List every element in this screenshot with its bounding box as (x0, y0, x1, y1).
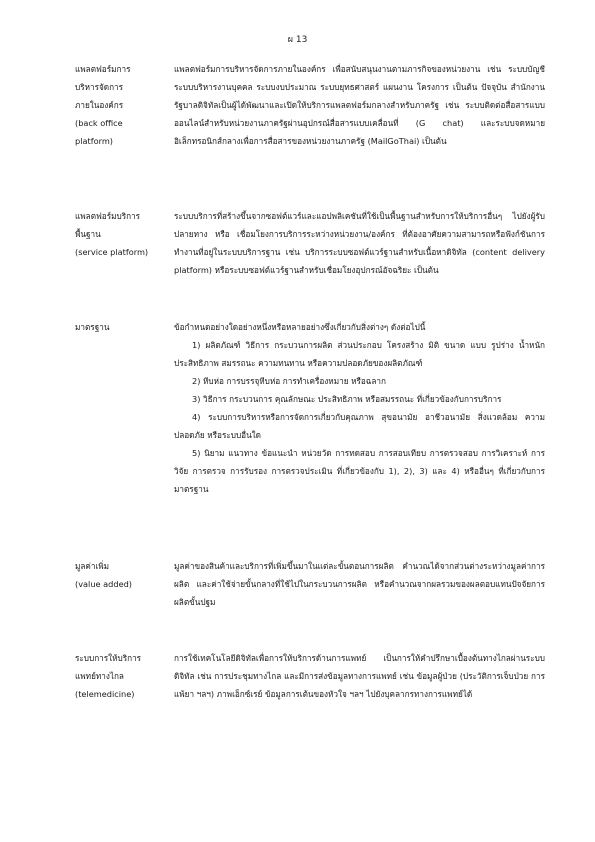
glossary-definition (174, 318, 545, 498)
definition-item-4: 4) ระบบการบริหารหรือการจัดการเกี่ยวกับคุณภาพ สุขอนามัย อาชีวอนามัย สิ่งแวดล้อม ความปลอดภัย หรือระบบอื่นใด (174, 412, 545, 440)
glossary-term: มูลค่าเพิ่ม (value added) (75, 561, 133, 589)
glossary-definition (174, 649, 545, 703)
definition-paragraph: แพลตฟอร์มการบริหารจัดการภายในองค์กร เพื่อสนับสนุนงานตามภารกิจของหน่วยงาน เช่น ระบบบัญชี ระบบบริหารงานบุคคล ระบบงบประมาณ ระบบยุทธศาสตร์ แผนงาน โครงการ เป็นต้น ปัจจุบัน สำนักงานรัฐบาลดิจิทัลเป็นผู้ได้พัฒนาและเปิดให้บริการแพลตฟอร์มกลางสำหรับภาครัฐ เช่น ระบบติดต่อสื่อสารแบบออนไลน์สำหรับหน่วยงานภาครัฐผ่านอุปกรณ์สื่อสารแบบเคลื่อนที่ (G chat) และระบบจดหมายอิเล็กทรอนิกส์กลางเพื่อการสื่อสารของหน่วยงานภาครัฐ (MailGoThai) เป็นต้น (174, 64, 545, 146)
page-number: ผ 13 (287, 35, 308, 45)
glossary-term: แพลตฟอร์มการ บริหารจัดการ ภายในองค์กร (back office platform) (75, 64, 131, 146)
definition-item-3: 3) วิธีการ กระบวนการ คุณลักษณะ ประสิทธิภาพ หรือสมรรถนะ ที่เกี่ยวข้องกับการบริการ (192, 394, 502, 404)
glossary-term: ระบบการให้บริการ แพทย์ทางไกล (telemedicine) (75, 653, 142, 699)
definition-paragraph: การใช้เทคโนโลยีดิจิทัลเพื่อการให้บริการด้านการแพทย์ เป็นการให้คำปรึกษาเบื้องต้นทางไกลผ่านระบบดิจิทัล เช่น การประชุมทางไกล และมีการส่งข้อมูลทางการแพทย์ เช่น ข้อมูลผู้ป่วย (ประวัติการเจ็บป่วย การแพ้ยา ฯลฯ) ภาพเอ็กซ์เรย์ ข้อมูลการเต้นของหัวใจ ฯลฯ ไปยังบุคลากรทางการแพทย์ได้ (174, 653, 545, 699)
definition-item-2: 2) หีบห่อ การบรรจุหีบห่อ การทำเครื่องหมาย หรือฉลาก (192, 376, 386, 386)
definition-item-1: 1) ผลิตภัณฑ์ วิธีการ กระบวนการผลิต ส่วนประกอบ โครงสร้าง มิติ ขนาด แบบ รูปร่าง น้ำหนัก ประสิทธิภาพ สมรรถนะ ความทนทาน หรือความปลอดภัยของผลิตภัณฑ์ (174, 340, 545, 368)
glossary-definition (174, 207, 545, 279)
glossary-term: มาตรฐาน (75, 322, 110, 332)
definition-paragraph: ข้อกำหนดอย่างใดอย่างหนึ่งหรือหลายอย่างซึ่งเกี่ยวกับสิ่งต่างๆ ดังต่อไปนี้ (174, 322, 426, 332)
glossary-definition (174, 557, 545, 611)
definition-paragraph: มูลค่าของสินค้าและบริการที่เพิ่มขึ้นมาในแต่ละขั้นตอนการผลิต คำนวณได้จากส่วนต่างระหว่างมูลค่าการผลิต และค่าใช้จ่ายขั้นกลางที่ใช้ไปในกระบวนการผลิต หรือคำนวณจากผลรวมของผลตอบแทนปัจจัยการผลิตขั้นปฐม (174, 561, 545, 607)
definition-paragraph: ระบบบริการที่สร้างขึ้นจากซอฟต์แวร์และแอปพลิเคชันที่ใช้เป็นพื้นฐานสำหรับการให้บริการอื่นๆ ไปยังผู้รับปลายทาง หรือ เชื่อมโยงการบริการระหว่างหน่วยงาน/องค์กร ที่ต้องอาศัยความสามารถหรือฟังก์ชันการทำงานที่อยู่ในระบบบริการฐาน เช่น บริการระบบซอฟต์แวร์ฐานสำหรับเนื้อหาดิจิทัล (content delivery platform) หรือระบบซอฟต์แวร์ฐานสำหรับเชื่อมโยงอุปกรณ์อัจฉริยะ เป็นต้น (174, 211, 545, 275)
glossary-term: แพลตฟอร์มบริการ พื้นฐาน (service platform) (75, 211, 149, 257)
definition-item-5: 5) นิยาม แนวทาง ข้อแนะนำ หน่วยวัด การทดสอบ การสอบเทียบ การตรวจสอบ การวิเคราะห์ การวิจัย การตรวจ การรับรอง การตรวจประเมิน ที่เกี่ยวข้องกับ 1), 2), 3) และ 4) หรืออื่นๆ ที่เกี่ยวกับการมาตรฐาน (174, 448, 545, 494)
glossary-definition (174, 60, 545, 150)
